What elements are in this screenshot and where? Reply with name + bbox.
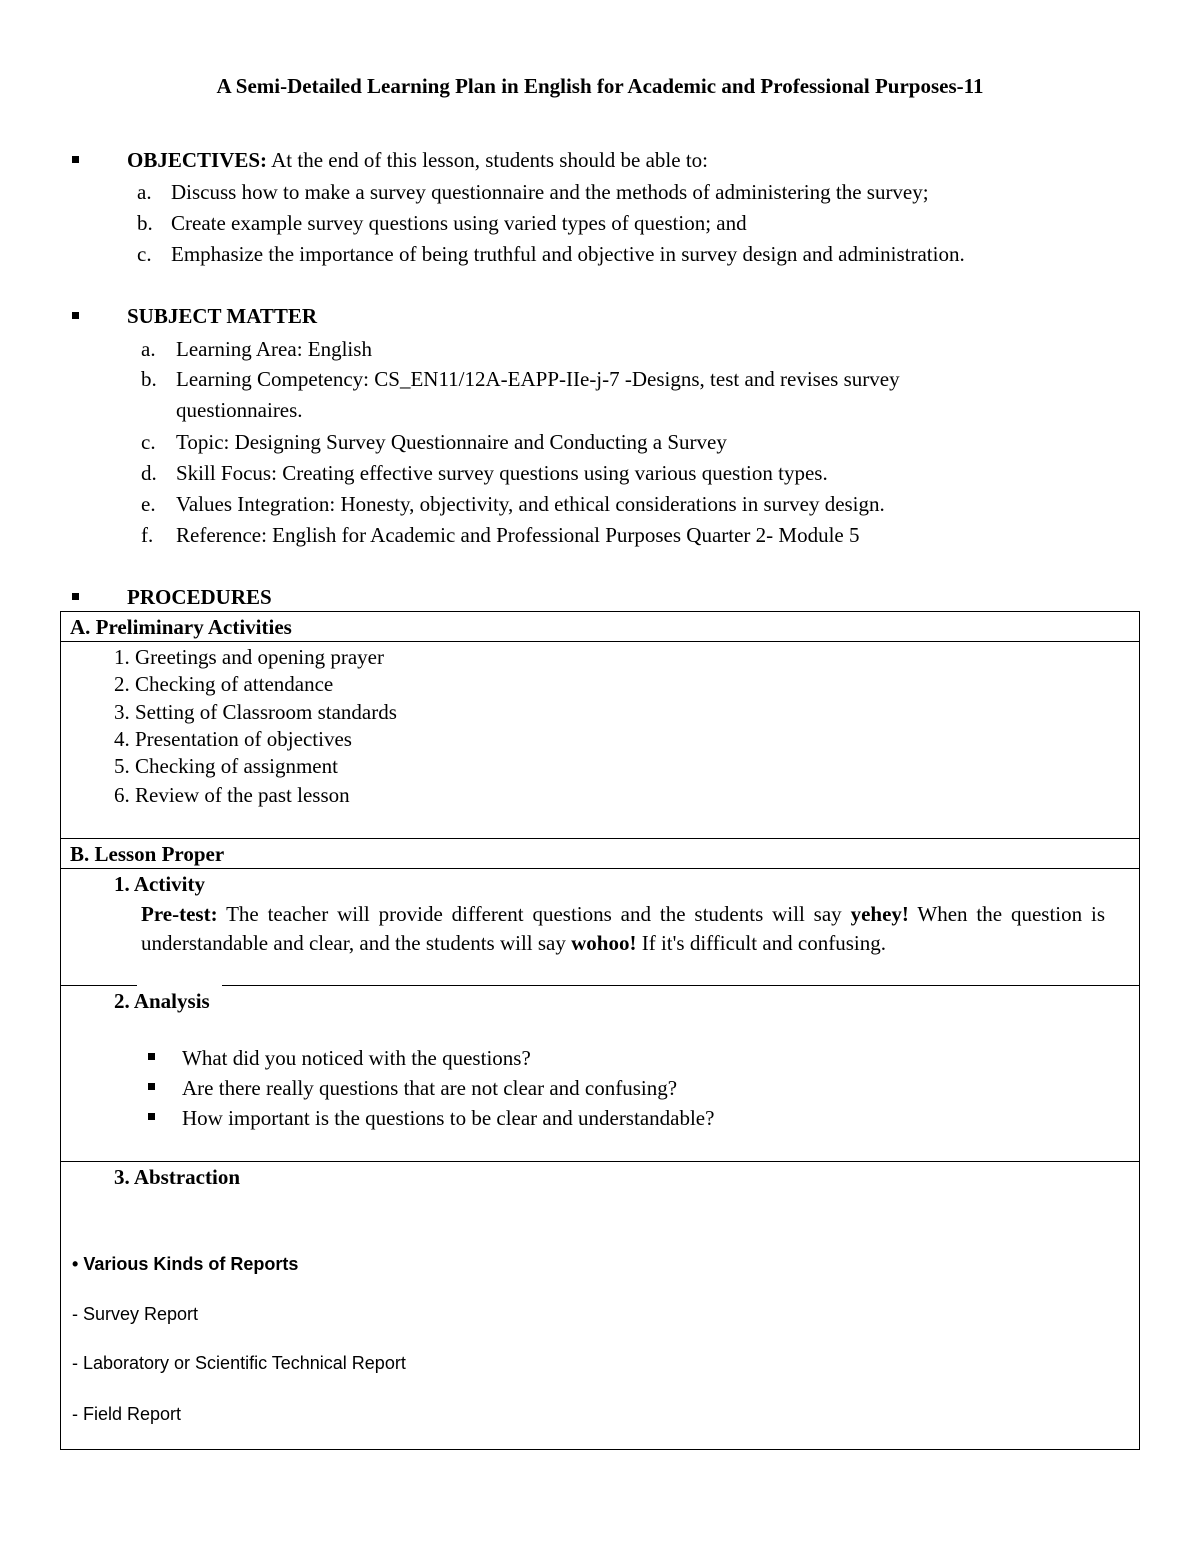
table-divider bbox=[222, 985, 1140, 986]
activity-keyword: wohoo! bbox=[571, 931, 637, 955]
subject-marker: e. bbox=[141, 492, 156, 516]
analysis-question: What did you noticed with the questions? bbox=[182, 1046, 531, 1070]
report-item: - Laboratory or Scientific Technical Report bbox=[72, 1353, 406, 1373]
objectives-line bbox=[127, 148, 708, 172]
subject-marker: b. bbox=[141, 367, 157, 391]
subject-marker: f. bbox=[141, 523, 154, 547]
subject-item: Reference: English for Academic and Professional Purposes Quarter 2- Module 5 bbox=[176, 523, 860, 547]
objective-marker: a. bbox=[137, 180, 152, 204]
reports-subheading: • Various Kinds of Reports bbox=[72, 1254, 299, 1274]
list-item: 6. Review of the past lesson bbox=[114, 783, 350, 807]
table-divider bbox=[60, 868, 1140, 869]
square-bullet-icon bbox=[148, 1113, 155, 1120]
lesson-proper-heading: B. Lesson Proper bbox=[70, 842, 225, 866]
activity-heading: 1. Activity bbox=[114, 872, 205, 896]
square-bullet-icon bbox=[72, 312, 79, 319]
square-bullet-icon bbox=[72, 156, 79, 163]
list-item: 3. Setting of Classroom standards bbox=[114, 700, 397, 724]
square-bullet-icon bbox=[148, 1083, 155, 1090]
list-item: 1. Greetings and opening prayer bbox=[114, 645, 384, 669]
preliminary-heading: A. Preliminary Activities bbox=[70, 615, 292, 639]
objective-item: Discuss how to make a survey questionnaire and the methods of administering the survey; bbox=[171, 180, 929, 204]
list-item: 4. Presentation of objectives bbox=[114, 727, 352, 751]
table-divider bbox=[60, 985, 137, 986]
subject-marker: d. bbox=[141, 461, 157, 485]
table-divider bbox=[60, 641, 1140, 642]
objective-item: Emphasize the importance of being truthful and objective in survey design and administration. bbox=[171, 242, 965, 266]
subject-marker: c. bbox=[141, 430, 156, 454]
subject-item: Values Integration: Honesty, objectivity, and ethical considerations in survey design. bbox=[176, 492, 885, 516]
list-item: 5. Checking of assignment bbox=[114, 754, 338, 778]
subject-item: Topic: Designing Survey Questionnaire and Conducting a Survey bbox=[176, 430, 727, 454]
square-bullet-icon bbox=[72, 593, 79, 600]
analysis-question: Are there really questions that are not clear and confusing? bbox=[182, 1076, 678, 1100]
subject-item-continuation: questionnaires. bbox=[176, 398, 303, 422]
objectives-heading: OBJECTIVES: bbox=[127, 148, 268, 172]
subject-matter-heading: SUBJECT MATTER bbox=[127, 304, 318, 328]
subject-item: Skill Focus: Creating effective survey questions using various question types. bbox=[176, 461, 828, 485]
report-item: - Survey Report bbox=[72, 1304, 199, 1324]
activity-text: When the question is understandable and clear, and the students will say bbox=[141, 902, 1106, 955]
subject-item: Learning Competency: CS_EN11/12A-EAPP-IIe-j-7 -Designs, test and revises survey bbox=[176, 367, 900, 391]
objective-marker: c. bbox=[137, 242, 152, 266]
round-bullet-icon: • bbox=[72, 1254, 84, 1274]
activity-keyword: yehey! bbox=[850, 902, 909, 926]
list-item: 2. Checking of attendance bbox=[114, 672, 334, 696]
analysis-heading: 2. Analysis bbox=[114, 989, 210, 1013]
objectives-intro: At the end of this lesson, students should be able to: bbox=[271, 148, 709, 172]
activity-text: If it's difficult and confusing. bbox=[636, 931, 886, 955]
table-divider bbox=[60, 838, 1140, 839]
activity-text: The teacher will provide different questions and the students will say bbox=[217, 902, 851, 926]
abstraction-heading: 3. Abstraction bbox=[114, 1165, 240, 1189]
analysis-question: How important is the questions to be clear and understandable? bbox=[182, 1106, 715, 1130]
report-item: - Field Report bbox=[72, 1404, 182, 1424]
document-title: A Semi-Detailed Learning Plan in English for Academic and Professional Purposes-11 bbox=[216, 74, 984, 98]
pretest-label: Pre-test: bbox=[141, 902, 218, 926]
subject-item: Learning Area: English bbox=[176, 337, 372, 361]
objective-marker: b. bbox=[137, 211, 153, 235]
activity-paragraph bbox=[141, 900, 1105, 958]
subject-marker: a. bbox=[141, 337, 156, 361]
square-bullet-icon bbox=[148, 1053, 155, 1060]
procedures-heading: PROCEDURES bbox=[127, 585, 272, 609]
table-divider bbox=[60, 1161, 1140, 1162]
objective-item: Create example survey questions using varied types of question; and bbox=[171, 211, 747, 235]
